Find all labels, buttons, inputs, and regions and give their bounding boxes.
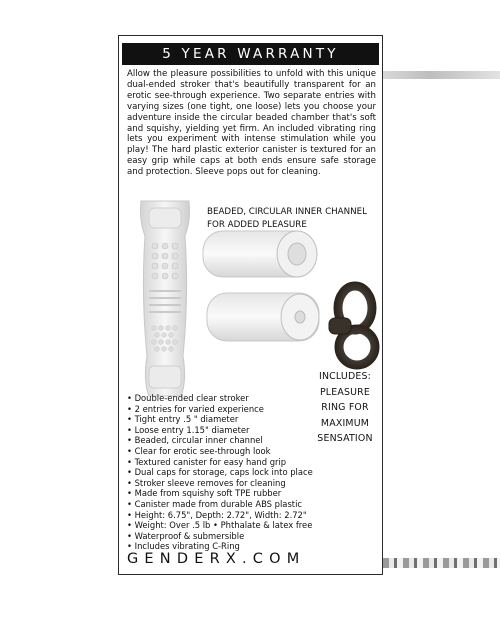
- includes-line: MAXIMUM: [320, 417, 370, 429]
- warranty-banner: 5 YEAR WARRANTY: [122, 43, 379, 65]
- feature-item: • Beaded, circular inner channel: [127, 435, 377, 446]
- canister-illustration-top: [203, 231, 317, 277]
- feature-item: • Weight: Over .5 lb • Phthalate & latex free: [127, 520, 377, 531]
- feature-item: • Clear for erotic see-through look: [127, 446, 377, 457]
- feature-item: • Includes vibrating C-Ring: [127, 541, 377, 552]
- feature-item: • Canister made from durable ABS plastic: [127, 499, 377, 510]
- stroker-sleeve-illustration: [141, 201, 190, 396]
- feature-item: • Height: 6.75", Depth: 2.72", Width: 2.72": [127, 510, 377, 521]
- includes-line: INCLUDES:: [319, 371, 371, 382]
- feature-item: • 2 entries for varied experience: [127, 404, 377, 415]
- includes-line: PLEASURE: [319, 386, 371, 398]
- feature-list: [127, 393, 377, 552]
- callout-text: BEADED, CIRCULAR INNER CHANNEL FOR ADDED PLEASURE: [207, 207, 367, 230]
- feature-item: • Loose entry 1.15" diameter: [127, 425, 377, 436]
- product-card: [118, 35, 383, 575]
- feature-item: • Dual caps for storage, caps lock into place: [127, 467, 377, 478]
- scan-artifact-strip: [383, 71, 500, 79]
- feature-item: • Waterproof & submersible: [127, 531, 377, 542]
- feature-item: • Double-ended clear stroker: [127, 393, 377, 404]
- feature-item: • Tight entry .5 " diameter: [127, 414, 377, 425]
- includes-line: RING FOR: [321, 402, 369, 414]
- canister-illustration-bottom: [207, 293, 319, 341]
- feature-item: • Stroker sleeve removes for cleaning: [127, 478, 377, 489]
- website-text: GENDERX.COM: [127, 551, 306, 567]
- includes-line: SENSATION: [317, 433, 373, 445]
- feature-item: • Textured canister for easy hand grip: [127, 457, 377, 468]
- vibrating-ring-illustration: [329, 286, 375, 365]
- scan-artifact-strip: [383, 558, 500, 568]
- feature-item: • Made from squishy soft TPE rubber: [127, 488, 377, 499]
- intro-paragraph: Allow the pleasure possibilities to unfold with this unique dual-ended stroker that's beautifully transparent for an erotic see-through experience. Two separate entries with varying sizes (one tight, one loose) lets you choose your adventure inside the circular beaded chamber that's soft and squishy, yielding yet firm. An included vibrating ring lets you experiment with intense stimulation while you play! The hard plastic exterior canister is textured for an easy grip while caps at both ends ensure safe storage and protection. Sleeve pops out for cleaning.: [127, 69, 376, 178]
